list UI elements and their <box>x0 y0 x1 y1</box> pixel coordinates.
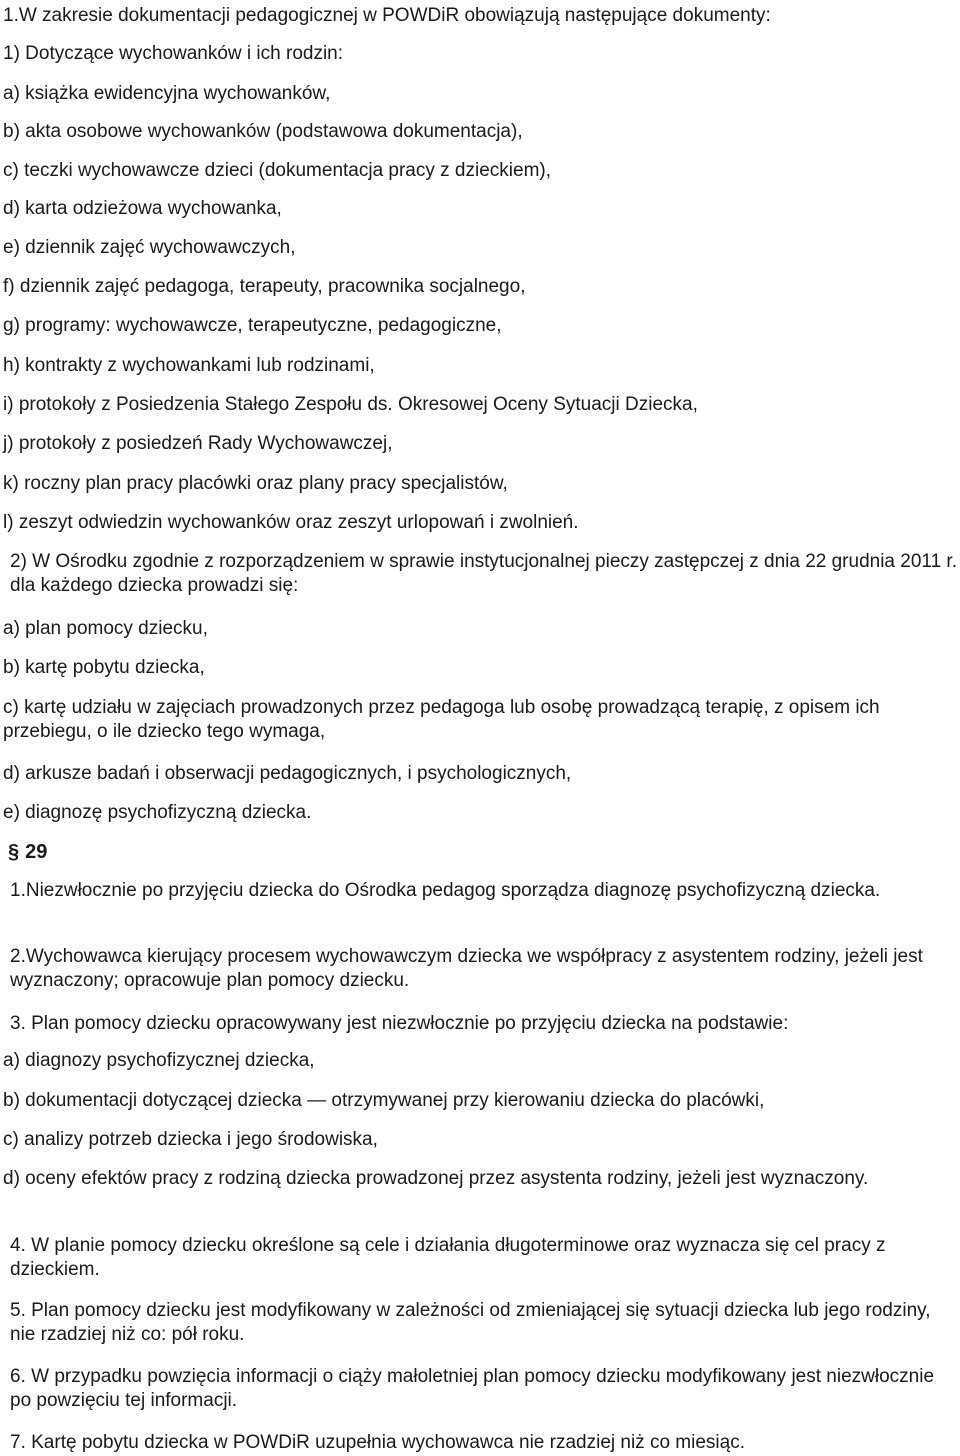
list-item: g) programy: wychowawcze, terapeutyczne, pedagogiczne, <box>3 315 502 336</box>
paragraph-2: 2.Wychowawca kierujący procesem wychowawczym dziecka we współpracy z asystentem rodziny, jeżeli jest wyznaczony; opracowuje plan pomocy dziecku. <box>10 946 923 991</box>
list-item: b) kartę pobytu dziecka, <box>3 657 205 678</box>
section-heading <box>8 840 47 865</box>
list-item: h) kontrakty z wychowankami lub rodzinami, <box>3 355 375 376</box>
paragraph-6: 6. W przypadku powzięcia informacji o ciąży małoletniej plan pomocy dziecku modyfikowany jest niezwłocznie po powzięciu tej informacji. <box>10 1366 935 1411</box>
paragraph-7: 7. Kartę pobytu dziecka w POWDiR uzupełnia wychowawca nie rzadziej niż co miesiąc. <box>10 1432 745 1453</box>
list-item: d) karta odzieżowa wychowanka, <box>3 198 282 219</box>
section-1-title: 1) Dotyczące wychowanków i ich rodzin: <box>3 43 344 64</box>
section-number: 29 <box>25 841 48 863</box>
list-item: j) protokoły z posiedzeń Rady Wychowawczej, <box>3 433 393 454</box>
list-item: e) dziennik zajęć wychowawczych, <box>3 237 296 258</box>
list-item: b) akta osobowe wychowanków (podstawowa dokumentacja), <box>3 121 523 142</box>
list-item: k) roczny plan pracy placówki oraz plany pracy specjalistów, <box>3 473 508 494</box>
list-item: b) dokumentacji dotyczącej dziecka — otrzymywanej przy kierowaniu dziecka do placówki, <box>3 1090 765 1111</box>
paragraph-1: 1.Niezwłocznie po przyjęciu dziecka do Ośrodka pedagog sporządza diagnozę psychofizyczną dziecka. <box>10 880 881 901</box>
list-item: f) dziennik zajęć pedagoga, terapeuty, pracownika socjalnego, <box>3 276 526 297</box>
list-item: i) protokoły z Posiedzenia Stałego Zespołu ds. Okresowej Oceny Sytuacji Dziecka, <box>3 394 698 415</box>
list-item: a) diagnozy psychofizycznej dziecka, <box>3 1050 315 1071</box>
list-item: c) kartę udziału w zajęciach prowadzonych przez pedagoga lub osobę prowadzącą terapię, z opisem ich przebiegu, o ile dziecko tego wymaga, <box>3 697 880 742</box>
list-item: a) książka ewidencyjna wychowanków, <box>3 83 331 104</box>
section-2-paragraph: 2) W Ośrodku zgodnie z rozporządzeniem w sprawie instytucjonalnej pieczy zastępczej z dnia 22 grudnia 2011 r. dla każdego dziecka prowadzi się: <box>10 551 957 596</box>
paragraph-5: 5. Plan pomocy dziecku jest modyfikowany w zależności od zmieniającej się sytuacji dziecka lub jego rodziny, nie rzadziej niż co: pół roku. <box>10 1300 931 1345</box>
paragraph-4: 4. W planie pomocy dziecku określone są cele i działania długoterminowe oraz wyznacza się cel pracy z dzieckiem. <box>10 1235 886 1280</box>
list-item: c) analizy potrzeb dziecka i jego środowiska, <box>3 1129 378 1150</box>
paragraph-3: 3. Plan pomocy dziecku opracowywany jest niezwłocznie po przyjęciu dziecka na podstawie: <box>10 1013 789 1034</box>
list-item: c) teczki wychowawcze dzieci (dokumentacja pracy z dzieckiem), <box>3 160 552 181</box>
list-item: l) zeszyt odwiedzin wychowanków oraz zeszyt urlopowań i zwolnień. <box>3 512 579 533</box>
list-item: d) arkusze badań i obserwacji pedagogicznych, i psychologicznych, <box>3 763 572 784</box>
list-item: e) diagnozę psychofizyczną dziecka. <box>3 802 312 823</box>
document-heading: 1.W zakresie dokumentacji pedagogicznej w POWDiR obowiązują następujące dokumenty: <box>3 5 771 26</box>
section-sign: § <box>8 841 20 863</box>
list-item: a) plan pomocy dziecku, <box>3 618 208 639</box>
list-item: d) oceny efektów pracy z rodziną dziecka prowadzonej przez asystenta rodziny, jeżeli jest wyznaczony. <box>3 1168 869 1189</box>
